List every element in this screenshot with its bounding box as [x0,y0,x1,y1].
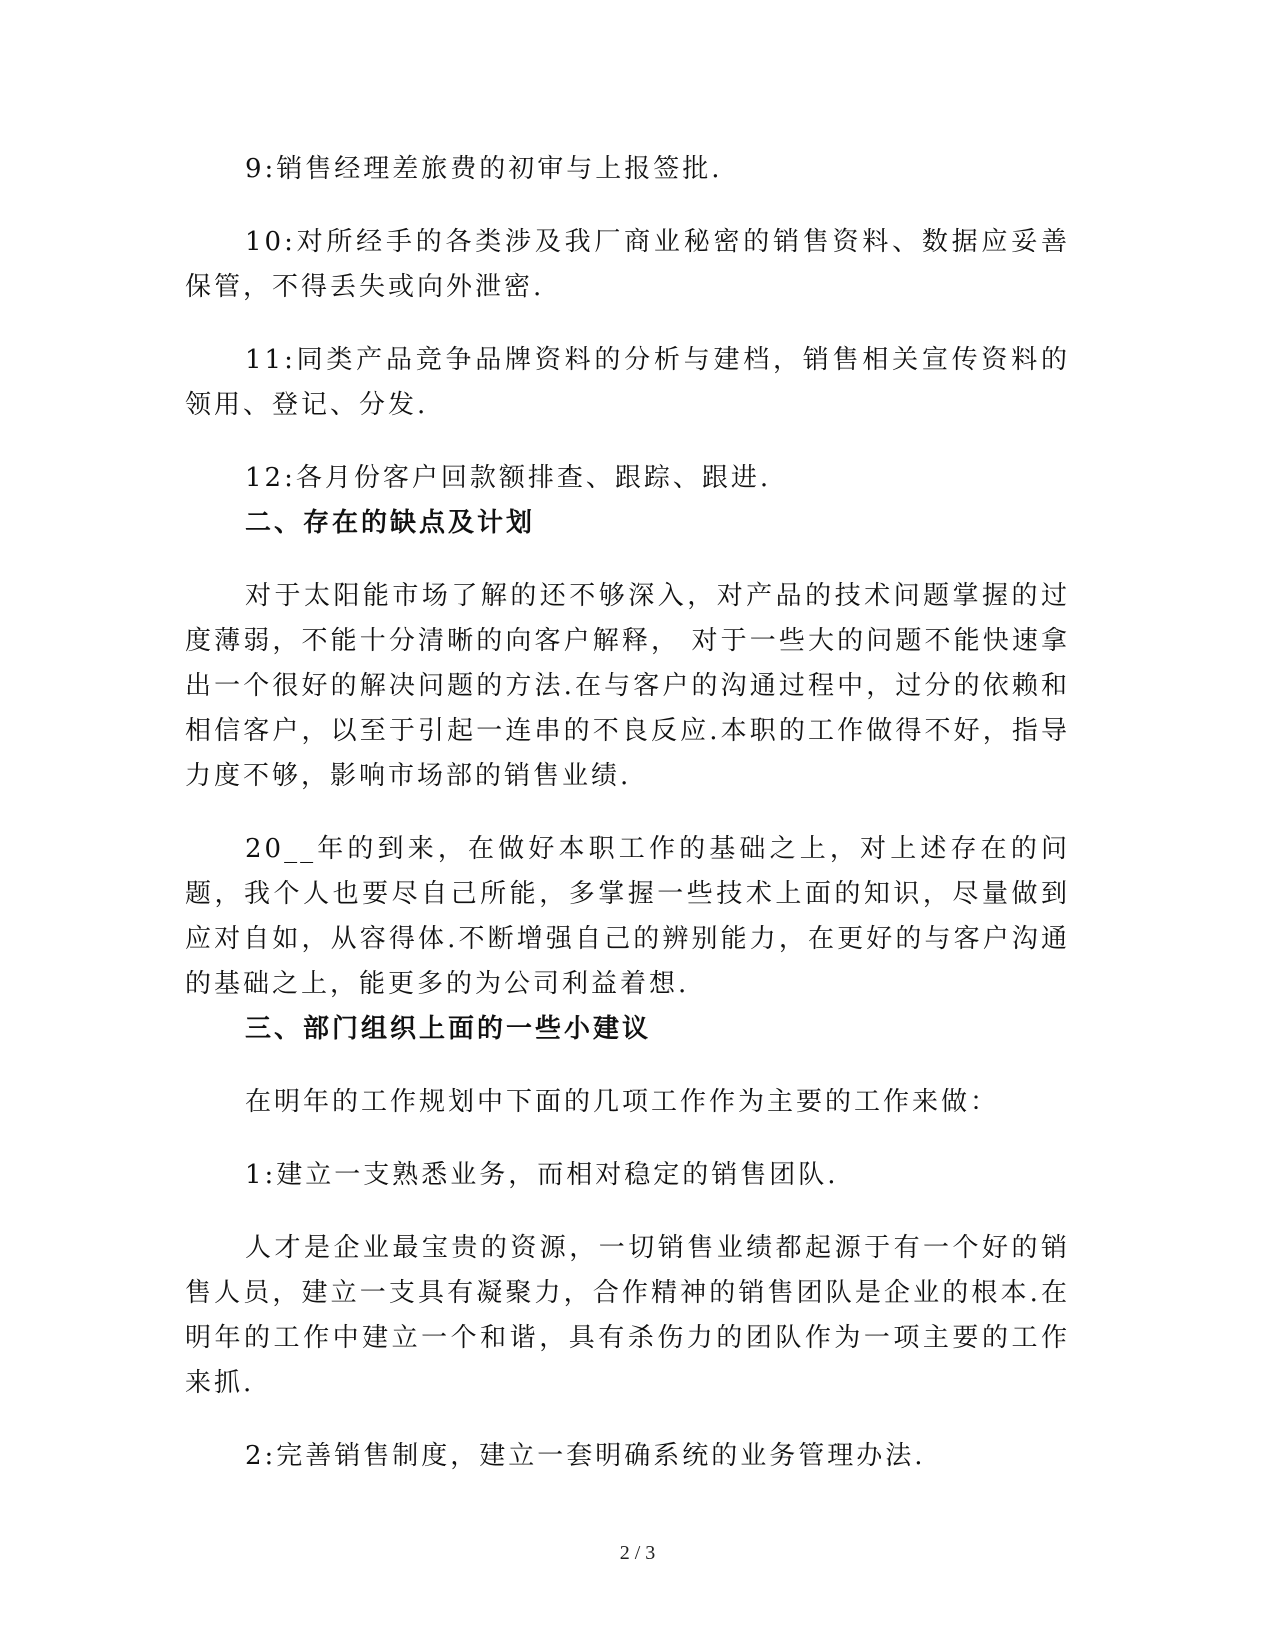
paragraph-plan: 20__年的到来，在做好本职工作的基础之上，对上述存在的问题，我个人也要尽自己所能，多掌握一些技术上面的知识，尽量做到应对自如，从容得体.不断增强自己的辨别能力，在更好的与客户沟通的基础之上，能更多的为公司利益着想. [185,834,1070,999]
paragraph-item-12: 12:各月份客户回款额排查、跟踪、跟进. [245,463,772,493]
paragraph-intro: 在明年的工作规划中下面的几项工作作为主要的工作来做： [245,1087,1000,1117]
page-body [185,147,1070,1479]
section-heading-shortcomings: 二、存在的缺点及计划 [245,508,536,538]
paragraph-shortcomings: 对于太阳能市场了解的还不够深入，对产品的技术问题掌握的过度薄弱，不能十分清晰的向客户解释， 对于一些大的问题不能快速拿出一个很好的解决问题的方法.在与客户的沟通过程中，过分的依赖和相信客户，以至于引起一连串的不良反应.本职的工作做得不好，指导力度不够，影响市场部的销售业绩. [185,581,1070,791]
page-number: 2 / 3 [619,1542,656,1564]
paragraph-item-11: 11:同类产品竞争品牌资料的分析与建档，销售相关宣传资料的领用、登记、分发. [185,345,1070,420]
paragraph-suggestion-2: 2:完善销售制度，建立一套明确系统的业务管理办法. [245,1441,926,1471]
section-heading-suggestions: 三、部门组织上面的一些小建议 [245,1014,652,1044]
paragraph-item-9: 9:销售经理差旅费的初审与上报签批. [245,154,723,184]
paragraph-item-10: 10:对所经手的各类涉及我厂商业秘密的销售资料、数据应妥善保管，不得丢失或向外泄密. [185,227,1070,302]
paragraph-suggestion-1: 1:建立一支熟悉业务，而相对稳定的销售团队. [245,1160,839,1190]
paragraph-talent: 人才是企业最宝贵的资源，一切销售业绩都起源于有一个好的销售人员，建立一支具有凝聚力，合作精神的销售团队是企业的根本.在明年的工作中建立一个和谐，具有杀伤力的团队作为一项主要的工作来抓. [185,1233,1070,1398]
